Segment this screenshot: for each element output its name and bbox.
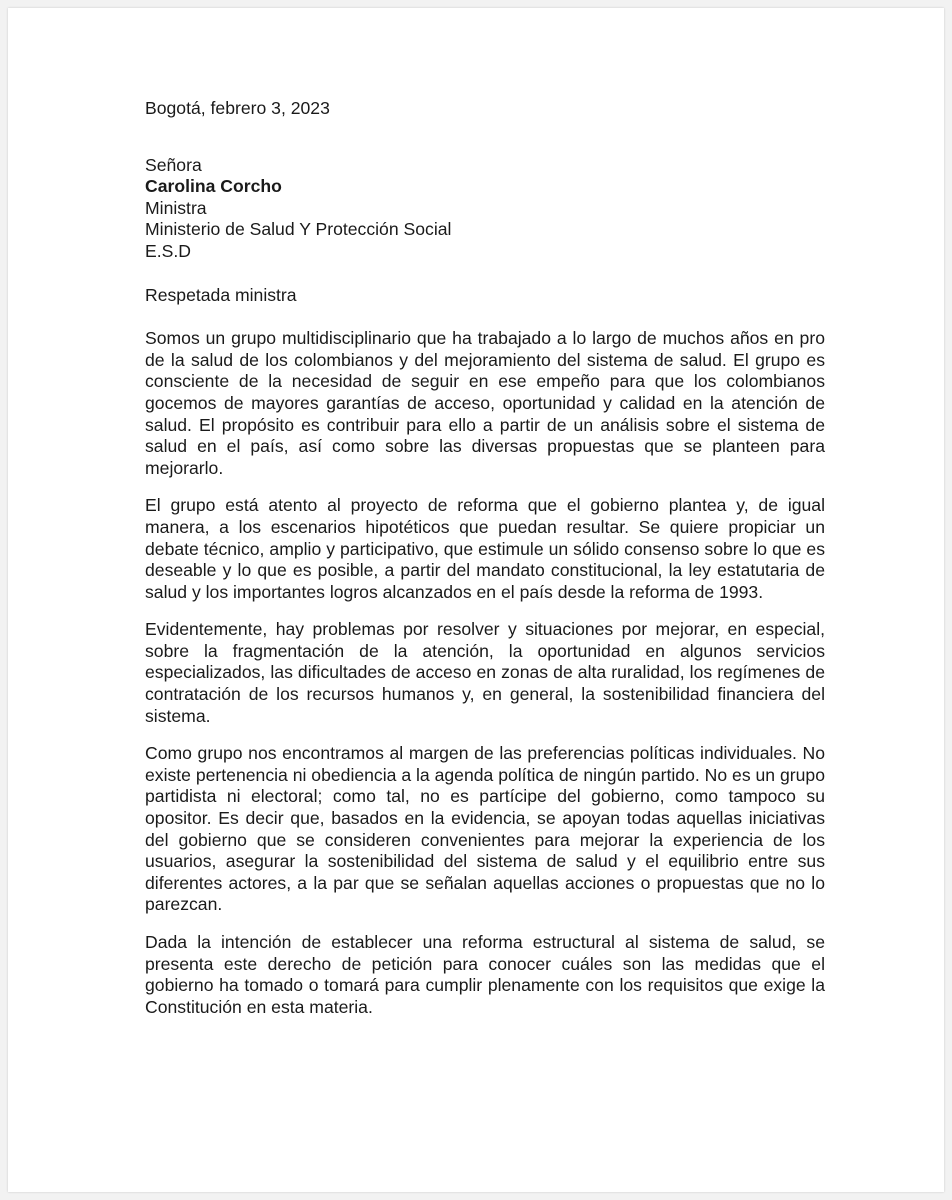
- body-paragraph: El grupo está atento al proyecto de reforma que el gobierno plantea y, de igual manera, a los escenarios hipotéticos que puedan resultar. Se quiere propiciar un debate técnico, amplio y participativo, que estimule un sólido consenso sobre lo que es deseable y lo que es posible, a partir del mandato constitucional, la ley estatutaria de salud y los importantes logros alcanzados en el país desde la reforma de 1993.: [145, 495, 825, 602]
- addressee-organization: Ministerio de Salud Y Protección Social: [145, 219, 452, 240]
- addressee-role: Ministra: [145, 197, 207, 218]
- letter-content: [145, 98, 825, 1034]
- addressee-block: [145, 155, 825, 263]
- letter-date: Bogotá, febrero 3, 2023: [145, 98, 330, 118]
- body-paragraph: Evidentemente, hay problemas por resolver y situaciones por mejorar, en especial, sobre la fragmentación de la atención, la oportunidad en algunos servicios especializados, las dificultades de acceso en zonas de alta ruralidad, los regímenes de contratación de los recursos humanos y, en general, la sostenibilidad financiera del sistema.: [145, 619, 825, 726]
- body-paragraph: Como grupo nos encontramos al margen de las preferencias políticas individuales. No existe pertenencia ni obediencia a la agenda política de ningún partido. No es un grupo partidista ni electoral; como tal, no es partícipe del gobierno, como tampoco su opositor. Es decir que, basados en la evidencia, se apoyan todas aquellas iniciativas del gobierno que se consideren convenientes para mejorar la experiencia de los usuarios, asegurar la sostenibilidad del sistema de salud y el equilibrio entre sus diferentes actores, a la par que se señalan aquellas acciones o propuestas que no lo parezcan.: [145, 743, 825, 915]
- document-page: [8, 8, 944, 1192]
- addressee-abbreviation: E.S.D: [145, 240, 191, 261]
- addressee-name: Carolina Corcho: [145, 176, 282, 197]
- salutation: Respetada ministra: [145, 284, 297, 305]
- addressee-title: Señora: [145, 154, 202, 175]
- letter-body: [145, 328, 825, 1018]
- body-paragraph: Somos un grupo multidisciplinario que ha trabajado a lo largo de muchos años en pro de la salud de los colombianos y del mejoramiento del sistema de salud. El grupo es consciente de la necesidad de seguir en ese empeño para que los colombianos gocemos de mayores garantías de acceso, oportunidad y calidad en la atención de salud. El propósito es contribuir para ello a partir de un análisis sobre el sistema de salud en el país, así como sobre las diversas propuestas que se planteen para mejorarlo.: [145, 328, 825, 478]
- body-paragraph: Dada la intención de establecer una reforma estructural al sistema de salud, se presenta este derecho de petición para conocer cuáles son las medidas que el gobierno ha tomado o tomará para cumplir plenamente con los requisitos que exige la Constitución en esta materia.: [145, 932, 825, 1017]
